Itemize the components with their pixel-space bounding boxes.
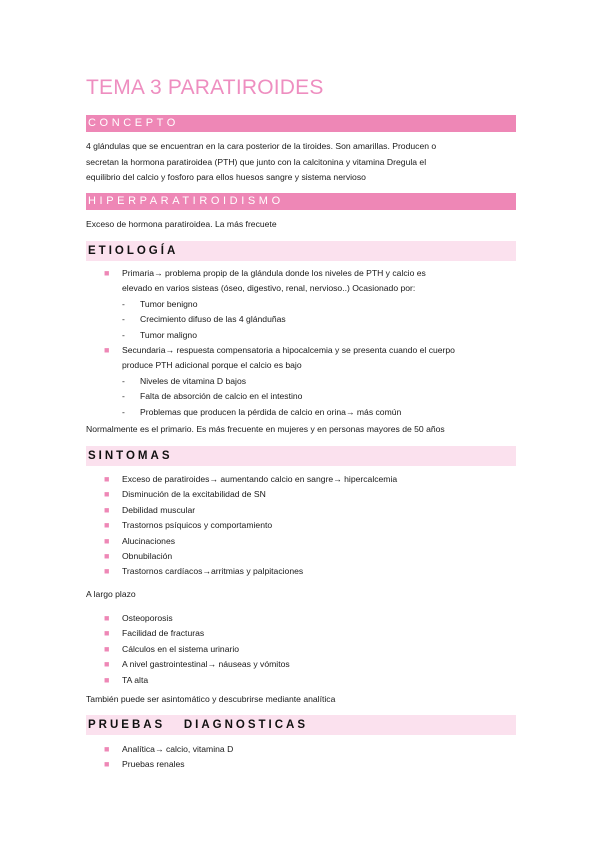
section-heading-etiologia: ETIOLOGÍA <box>86 241 516 261</box>
section-heading-concepto: CONCEPTO <box>86 115 516 132</box>
sub-list-item: - Niveles de vitamina D bajos <box>86 374 455 389</box>
square-bullet-icon: ■ <box>104 674 110 685</box>
square-bullet-icon: ■ <box>104 268 110 278</box>
sub-list-item: - Falta de absorción de calcio en el intestino <box>86 389 455 404</box>
largo-plazo-label: A largo plazo <box>86 589 136 599</box>
list-item: ■ Primaria→ problema propip de la glándula donde los niveles de PTH y calcio es <box>86 266 455 281</box>
square-bullet-icon: ■ <box>104 628 110 639</box>
dash-icon: - <box>122 406 125 417</box>
sintomas-note: También puede ser asintomático y descubrirse mediante analítica <box>86 694 336 704</box>
etiologia-list <box>86 266 455 420</box>
list-item: ■ Analítica→ calcio, vitamina D <box>86 742 233 757</box>
dash-icon: - <box>122 391 125 402</box>
sintomas-list <box>86 472 397 580</box>
dash-icon: - <box>122 375 125 386</box>
largo-plazo-list <box>86 611 290 688</box>
square-bullet-icon: ■ <box>104 520 110 531</box>
list-item-continuation: produce PTH adicional porque el calcio es bajo <box>122 360 302 371</box>
hiper-text: Exceso de hormona paratiroidea. La más frecuete <box>86 219 277 229</box>
list-item: ■ TA alta <box>86 673 290 688</box>
square-bullet-icon: ■ <box>104 643 110 654</box>
list-item: ■ Exceso de paratiroides→ aumentando calcio en sangre→ hipercalcemia <box>86 472 397 487</box>
list-item: ■ Osteoporosis <box>86 611 290 626</box>
list-item: ■ Disminución de la excitabilidad de SN <box>86 487 397 502</box>
list-item: ■ Trastornos cardíacos→arritmias y palpitaciones <box>86 564 397 579</box>
concepto-line: 4 glándulas que se encuentran en la cara posterior de la tiroides. Son amarillas. Producen o <box>86 141 437 151</box>
list-item: ■ Cálculos en el sistema urinario <box>86 642 290 657</box>
square-bullet-icon: ■ <box>104 759 110 770</box>
list-item: ■ Pruebas renales <box>86 757 233 772</box>
dash-icon: - <box>122 298 125 309</box>
list-item: ■ Obnubilación <box>86 549 397 564</box>
square-bullet-icon: ■ <box>104 535 110 546</box>
square-bullet-icon: ■ <box>104 489 110 500</box>
dash-icon: - <box>122 329 125 340</box>
square-bullet-icon: ■ <box>104 659 110 670</box>
list-item-continuation: elevado en varios sisteas (óseo, digestivo, renal, nervioso..) Ocasionado por: <box>122 283 416 294</box>
sub-list-item: - Problemas que producen la pérdida de calcio en orina→ más común <box>86 405 455 420</box>
dash-icon: - <box>122 314 125 325</box>
page-title: TEMA 3 PARATIROIDES <box>86 76 324 99</box>
square-bullet-icon: ■ <box>104 566 110 577</box>
square-bullet-icon: ■ <box>104 474 110 484</box>
concepto-text <box>86 139 516 186</box>
list-item: ■ Secundaria→ respuesta compensatoria a hipocalcemia y se presenta cuando el cuerpo <box>86 343 455 358</box>
square-bullet-icon: ■ <box>104 504 110 515</box>
section-heading-sintomas: SINTOMAS <box>86 446 516 466</box>
sub-list-item: - Tumor benigno <box>86 297 455 312</box>
square-bullet-icon: ■ <box>104 551 110 562</box>
concepto-line: secretan la hormona paratiroidea (PTH) que junto con la calcitonina y vitamina Dregula el <box>86 156 427 167</box>
square-bullet-icon: ■ <box>104 613 110 623</box>
square-bullet-icon: ■ <box>104 345 110 356</box>
pruebas-list <box>86 742 233 773</box>
etiologia-note: Normalmente es el primario. Es más frecuente en mujeres y en personas mayores de 50 años <box>86 424 445 434</box>
list-item: ■ Debilidad muscular <box>86 503 397 518</box>
section-heading-hiperparatiroidismo: HIPERPARATIROIDISMO <box>86 193 516 210</box>
concepto-line: equilibrio del calcio y fosforo para ellos huesos sangre y sistema nervioso <box>86 172 366 182</box>
sub-list-item: - Tumor maligno <box>86 328 455 343</box>
list-item: ■ Trastornos psíquicos y comportamiento <box>86 518 397 533</box>
list-item: ■ Alucinaciones <box>86 534 397 549</box>
list-item: ■ A nivel gastrointestinal→ náuseas y vómitos <box>86 657 290 672</box>
square-bullet-icon: ■ <box>104 744 110 754</box>
list-item: ■ Facilidad de fracturas <box>86 626 290 641</box>
section-heading-pruebas-diagnosticas: PRUEBAS DIAGNOSTICAS <box>86 715 516 735</box>
sub-list-item: - Crecimiento difuso de las 4 glánduñas <box>86 312 455 327</box>
